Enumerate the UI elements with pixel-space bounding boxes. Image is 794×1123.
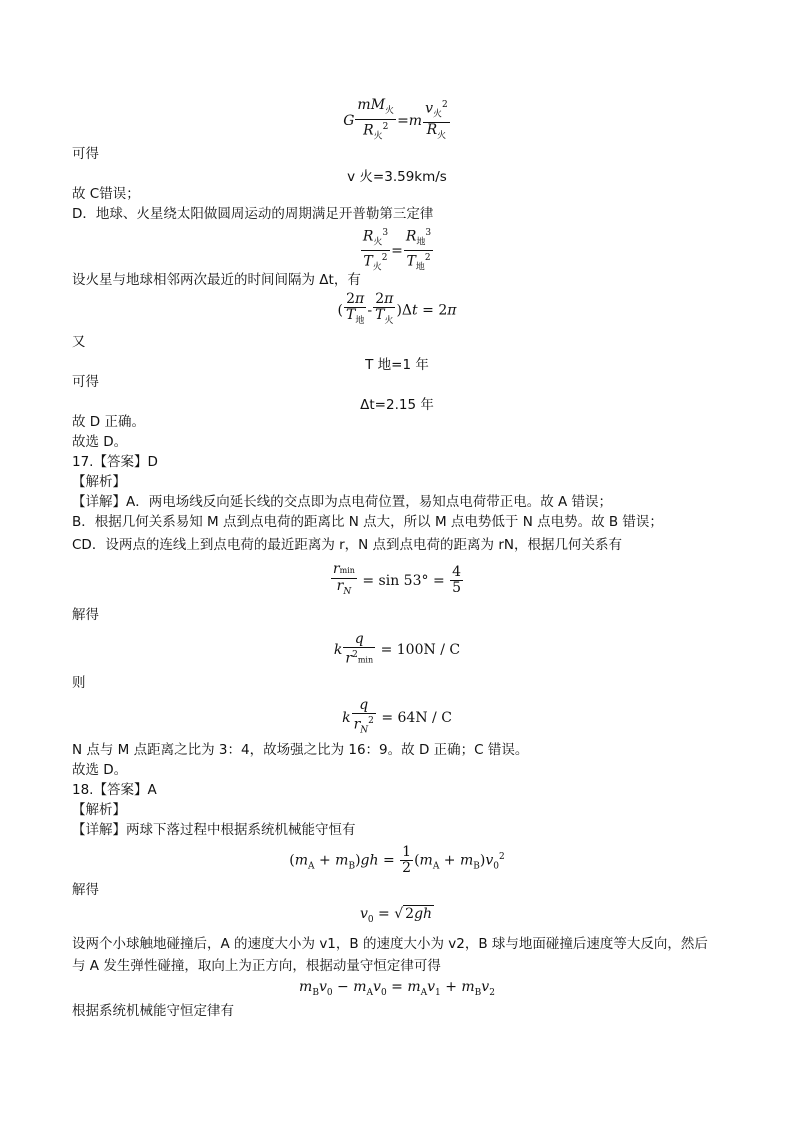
equation-t-earth: T 地=1 年: [365, 357, 429, 373]
equation-sin-text: = sin 53° =: [362, 572, 445, 589]
equation-kepler: $\frac{R_火^3}{T_火^2}$ = $\frac{R_地^3}{T_地^2}$: [362, 228, 432, 273]
text-line: 与 A 发生弹性碰撞，取向上为正方向，根据动量守恒定律可得: [72, 958, 441, 974]
equation-v-mars: v 火=3.59km/s: [347, 169, 447, 185]
text-line: 可得: [72, 374, 99, 390]
equation-v0: $v_0$ = √ 2gh: [359, 906, 433, 925]
equation-dt: Δt=2.15 年: [360, 397, 434, 413]
text-line: N 点与 M 点距离之比为 3：4，故场强之比为 16：9。故 D 正确；C 错误。: [72, 742, 529, 758]
text-line: 设两个小球触地碰撞后，A 的速度大小为 v1，B 的速度大小为 v2，B 球与地面碰撞后速度等大反向，然后: [72, 936, 708, 952]
equation-100-text: = 100N / C: [380, 641, 461, 658]
text-line: CD．设两点的连线上到点电荷的最近距离为 r，N 点到点电荷的距离为 rN，根据几何关系有: [72, 537, 622, 553]
text-line: B．根据几何关系易知 M 点到点电荷的距离比 N 点大，所以 M 点电势低于 N 点电势。故 B 错误；: [72, 514, 663, 530]
text-line: 故选 D。: [72, 762, 128, 778]
text-line: 解得: [72, 607, 99, 623]
text-line: 设火星与地球相邻两次最近的时间间隔为 Δt，有: [72, 272, 361, 288]
text-line: 【详解】两球下落过程中根据系统机械能守恒有: [72, 822, 356, 838]
text-line: 【解析】: [72, 802, 126, 818]
text-line: 【详解】A．两电场线反向延长线的交点即为点电荷位置，易知点电荷带正电。故 A 错误；: [72, 494, 613, 510]
text-line: 18.【答案】A: [72, 782, 157, 798]
text-line: 17.【答案】D: [72, 454, 158, 470]
text-line: 可得: [72, 146, 99, 162]
equation-64-text: = 64N / C: [381, 710, 452, 727]
equation-momentum: $m_Bv_0 - m_Av_0 = m_Av_1 + m_Bv_2$: [299, 979, 495, 998]
equation-field-min: k $\frac{q}{r^2\min}$ = 100N / C: [333, 631, 461, 667]
text-line: 【解析】: [72, 474, 126, 490]
text-line: 故 C错误；: [72, 186, 140, 202]
text-line: 则: [72, 675, 86, 691]
text-line: 又: [72, 334, 86, 350]
equation-synodic: ( $\frac{2\pi}{T_地}$ - $\frac{2\pi}{T_火}$ )Δt = 2π: [337, 291, 457, 326]
equation-field-n: k $\frac{q}{r_N^2}$ = 64N / C: [342, 697, 452, 736]
equation-sin53: $\frac{rmin}{r_N}$ = sin 53° = $\frac{4}{5}$: [332, 561, 462, 597]
equation-gravity: G $\frac{mM_火}{R_火^2}$ =m $\frac{v_火^2}{R_火}$: [343, 97, 448, 142]
text-line: 解得: [72, 882, 99, 898]
text-line: 根据系统机械能守恒定律有: [72, 1003, 234, 1019]
text-line: 故 D 正确。: [72, 414, 145, 430]
equation-energy-fall: $(m_A + m_B)gh$ = $\frac{1}{2}$ $(m_A + m_B)v_0^2$: [289, 844, 505, 876]
text-line: D．地球、火星绕太阳做圆周运动的周期满足开普勒第三定律: [72, 206, 434, 222]
text-line: 故选 D。: [72, 434, 128, 450]
